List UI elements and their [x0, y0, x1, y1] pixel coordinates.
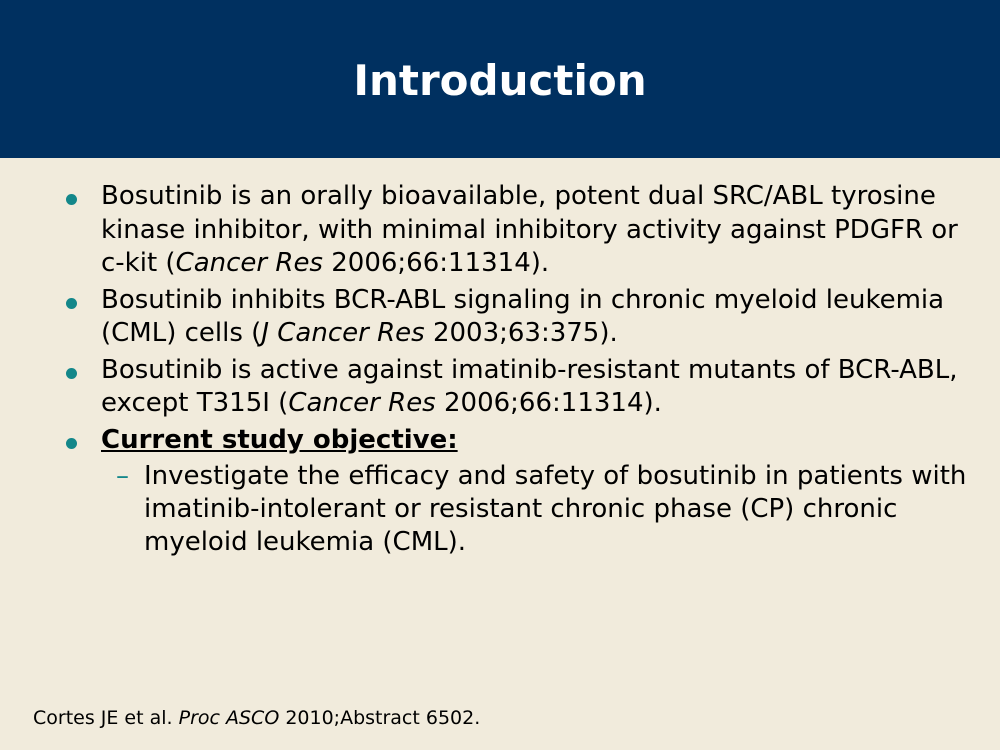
reference-footer: [33, 706, 480, 730]
slide-content: [60, 180, 970, 559]
bullet-dot-icon: [66, 194, 77, 205]
citation: 2003;63:375).: [424, 318, 618, 348]
footer-journal: Proc ASCO: [178, 707, 280, 729]
slide-title: Introduction: [353, 56, 647, 105]
journal-name: J Cancer Res: [261, 318, 425, 348]
bullet-dot-icon: [66, 438, 77, 449]
sub-bullet-objective: [60, 460, 970, 559]
bullet-item-objective: [60, 424, 970, 458]
title-bar: [0, 0, 1000, 158]
footer-authors: Cortes JE et al.: [33, 707, 179, 729]
bullet-item-1: [60, 180, 970, 281]
bullet-text: Bosutinib inhibits BCR-ABL signaling in chronic myeloid leukemia (CML) cells (: [101, 284, 945, 348]
dash-icon: –: [116, 461, 129, 491]
footer-citation: 2010;Abstract 6502.: [279, 707, 481, 729]
bullet-dot-icon: [66, 298, 77, 309]
objective-text: Investigate the efficacy and safety of bosutinib in patients with imatinib-intolerant or resistant chronic phase (CP) chronic myeloid leukemia (CML).: [144, 461, 967, 557]
bullet-dot-icon: [66, 368, 77, 379]
journal-name: Cancer Res: [288, 388, 436, 418]
bullet-text: Bosutinib is active against imatinib-resistant mutants of BCR-ABL, except T315I (: [101, 354, 958, 418]
bullet-item-2: [60, 284, 970, 351]
citation: 2006;66:11314).: [322, 248, 550, 278]
bullet-item-3: [60, 354, 970, 421]
citation: 2006;66:11314).: [435, 388, 662, 418]
bullet-text: Bosutinib is an orally bioavailable, potent dual SRC/ABL tyrosine kinase inhibitor, with minimal inhibitory activity against PDGFR or c-kit (: [101, 181, 958, 278]
journal-name: Cancer Res: [175, 248, 323, 278]
objective-heading: Current study objective:: [101, 424, 458, 455]
